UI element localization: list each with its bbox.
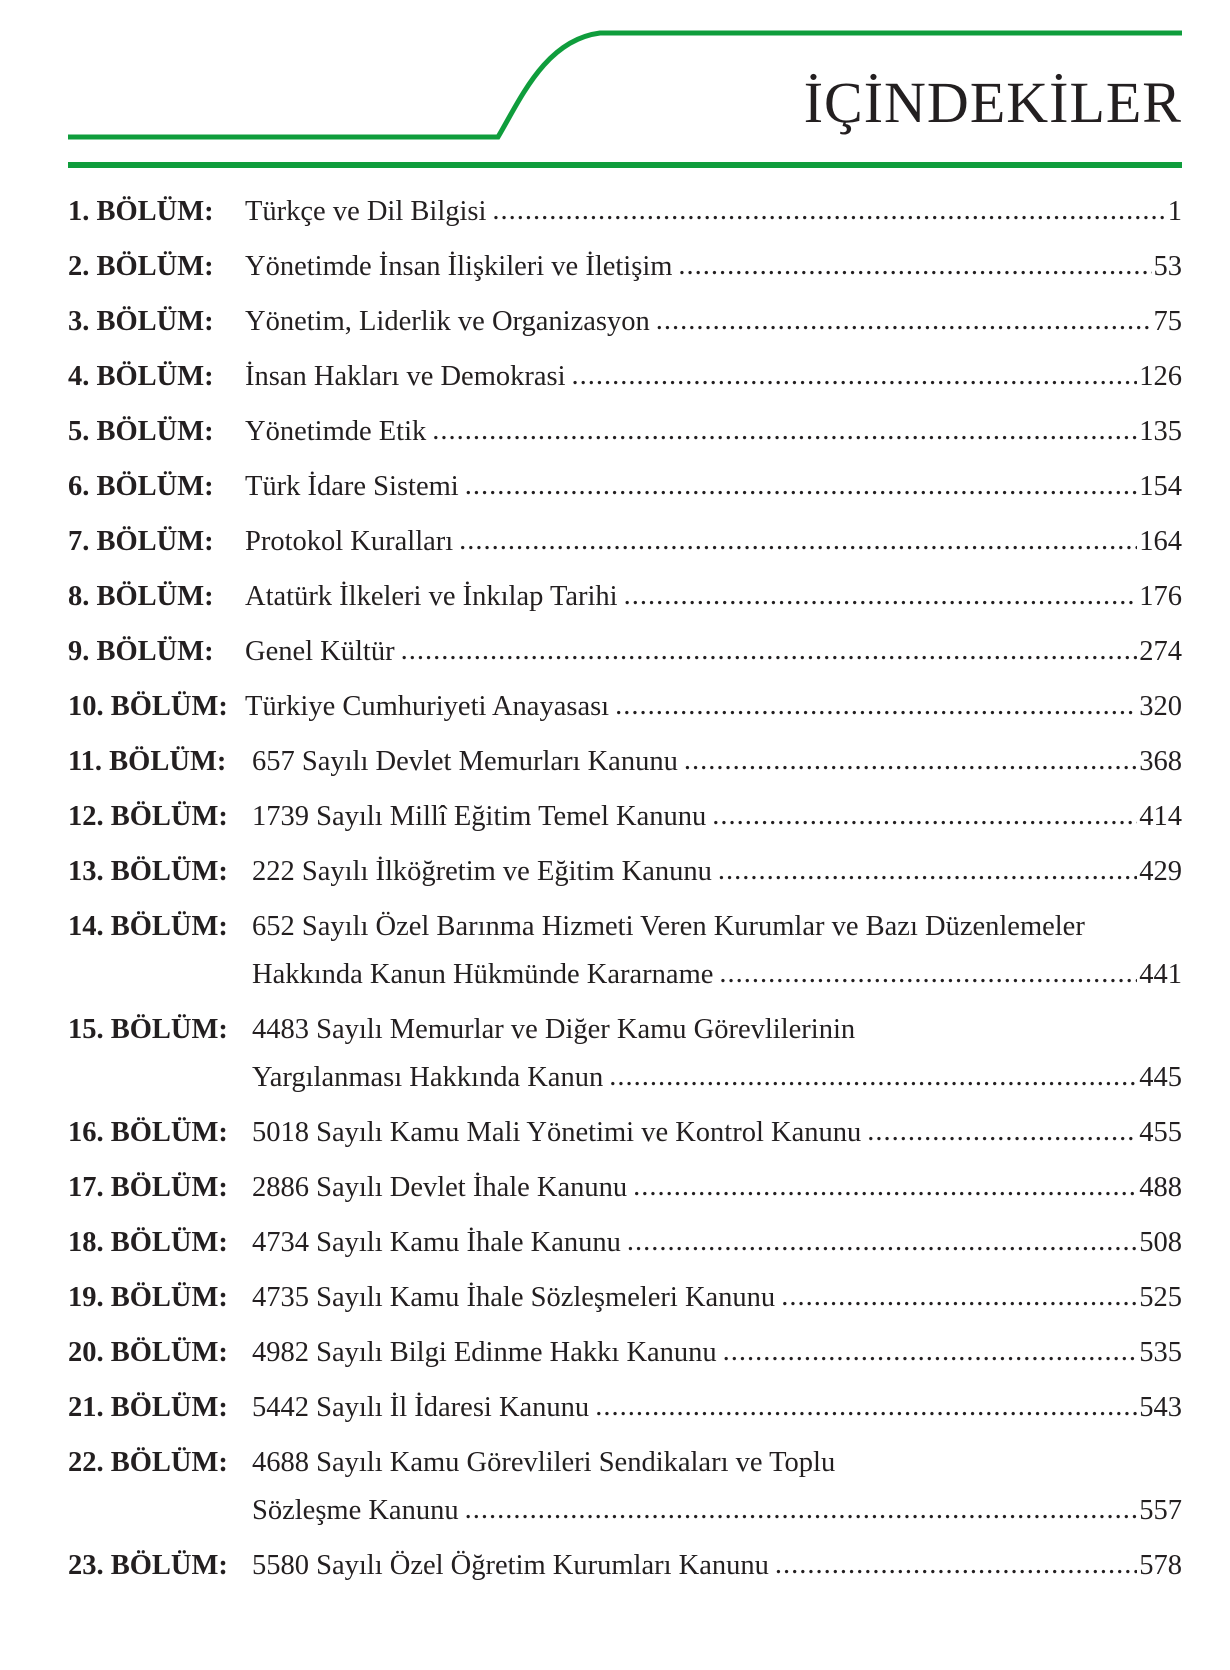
page-number: 1 [1167, 196, 1182, 227]
dot-leader [465, 1486, 1138, 1534]
dot-leader [633, 1163, 1137, 1211]
entry-line [252, 903, 1182, 951]
entry-line [252, 1439, 1182, 1487]
entry-title: 4483 Sayılı Memurlar ve Diğer Kamu Görevlilerinin [252, 1014, 856, 1045]
entry-body [252, 1329, 1182, 1377]
chapter-label: 8. BÖLÜM: [68, 581, 214, 612]
page-number: 368 [1139, 746, 1182, 777]
page-number: 557 [1139, 1495, 1182, 1526]
toc-entry[interactable] [68, 463, 1182, 518]
entry-title: Protokol Kuralları [245, 526, 454, 557]
entry-line [252, 1164, 1182, 1212]
chapter-label: 16. BÖLÜM: [68, 1117, 228, 1148]
page-number: 126 [1139, 361, 1182, 392]
entry-body [245, 518, 1182, 566]
page-number: 53 [1153, 251, 1182, 282]
entry-body [245, 463, 1182, 511]
entry-title: 5018 Sayılı Kamu Mali Yönetimi ve Kontrol Kanunu [252, 1117, 862, 1148]
entry-title: Türk İdare Sistemi [245, 471, 459, 502]
dot-leader [465, 462, 1138, 510]
chapter-label: 19. BÖLÜM: [68, 1282, 228, 1313]
chapter-label: 7. BÖLÜM: [68, 526, 214, 557]
entry-line [252, 1109, 1182, 1157]
chapter-label: 4. BÖLÜM: [68, 361, 214, 392]
entry-body [252, 738, 1182, 786]
toc-entry[interactable] [68, 1219, 1182, 1274]
entry-body [245, 683, 1182, 731]
chapter-label: 15. BÖLÜM: [68, 1014, 228, 1045]
page-number: 154 [1139, 471, 1182, 502]
entry-title: 4735 Sayılı Kamu İhale Sözleşmeleri Kanunu [252, 1282, 776, 1313]
toc-entry[interactable] [68, 353, 1182, 408]
entry-line [245, 463, 1182, 511]
toc-entry[interactable] [68, 1109, 1182, 1164]
entry-body [252, 848, 1182, 896]
entry-title: Türkçe ve Dil Bilgisi [245, 196, 487, 227]
page-number: 488 [1139, 1172, 1182, 1203]
entry-line [252, 1487, 1182, 1535]
entry-line [252, 1219, 1182, 1267]
toc-entry[interactable] [68, 408, 1182, 463]
entry-title: 652 Sayılı Özel Barınma Hizmeti Veren Kurumlar ve Bazı Düzenlemeler [252, 911, 1085, 942]
page-number: 455 [1139, 1117, 1182, 1148]
entry-line [252, 1384, 1182, 1432]
toc-entry[interactable] [68, 848, 1182, 903]
chapter-label: 2. BÖLÜM: [68, 251, 214, 282]
entry-body [245, 298, 1182, 346]
entry-body [245, 243, 1182, 291]
toc-entry[interactable] [68, 1164, 1182, 1219]
entry-body [252, 1006, 1182, 1102]
chapter-label: 9. BÖLÜM: [68, 636, 214, 667]
entry-title: 5580 Sayılı Özel Öğretim Kurumları Kanunu [252, 1550, 769, 1581]
entry-title: Yönetimde Etik [245, 416, 427, 447]
entry-title: İnsan Hakları ve Demokrasi [245, 361, 566, 392]
toc-entry[interactable] [68, 738, 1182, 793]
page-number: 320 [1139, 691, 1182, 722]
page-number: 274 [1139, 636, 1182, 667]
chapter-label: 13. BÖLÜM: [68, 856, 228, 887]
dot-leader [401, 627, 1138, 675]
dot-leader [723, 1328, 1138, 1376]
entry-line [245, 628, 1182, 676]
page-number: 414 [1139, 801, 1182, 832]
dot-leader [867, 1108, 1137, 1156]
chapter-label: 21. BÖLÜM: [68, 1392, 228, 1423]
page-number: 75 [1153, 306, 1182, 337]
toc-entry[interactable] [68, 793, 1182, 848]
entry-line [252, 1274, 1182, 1322]
entry-line [245, 188, 1182, 236]
dot-leader [572, 352, 1138, 400]
entry-body [252, 903, 1182, 999]
dot-leader [718, 847, 1137, 895]
toc-entry[interactable] [68, 628, 1182, 683]
entry-line [245, 408, 1182, 456]
entry-line [252, 951, 1182, 999]
table-of-contents [68, 188, 1182, 1597]
entry-body [252, 1219, 1182, 1267]
toc-entry[interactable] [68, 188, 1182, 243]
dot-leader [775, 1541, 1137, 1589]
dot-leader [432, 407, 1137, 455]
dot-leader [656, 297, 1152, 345]
entry-title: Atatürk İlkeleri ve İnkılap Tarihi [245, 581, 618, 612]
entry-line [245, 243, 1182, 291]
page-number: 535 [1139, 1337, 1182, 1368]
entry-title: Yönetim, Liderlik ve Organizasyon [245, 306, 650, 337]
entry-body [245, 573, 1182, 621]
dot-leader [615, 682, 1137, 730]
entry-body [245, 628, 1182, 676]
dot-leader [781, 1273, 1137, 1321]
entry-line [252, 738, 1182, 786]
chapter-label: 18. BÖLÜM: [68, 1227, 228, 1258]
dot-leader [712, 792, 1137, 840]
entry-line [245, 353, 1182, 401]
entry-title: Hakkında Kanun Hükmünde Kararname [252, 959, 714, 990]
toc-entry[interactable] [68, 518, 1182, 573]
page-number: 135 [1139, 416, 1182, 447]
toc-entry[interactable] [68, 1542, 1182, 1597]
page-number: 525 [1139, 1282, 1182, 1313]
entry-line [245, 683, 1182, 731]
entry-title: 4688 Sayılı Kamu Görevlileri Sendikaları ve Toplu [252, 1447, 836, 1478]
toc-entry[interactable] [68, 573, 1182, 628]
entry-line [252, 1329, 1182, 1377]
page-title: İÇİNDEKİLER [803, 70, 1182, 135]
entry-title: Yönetimde İnsan İlişkileri ve İletişim [245, 251, 673, 282]
entry-body [252, 793, 1182, 841]
page-number: 176 [1139, 581, 1182, 612]
toc-entry[interactable] [68, 243, 1182, 298]
entry-body [245, 353, 1182, 401]
entry-title: 222 Sayılı İlköğretim ve Eğitim Kanunu [252, 856, 712, 887]
toc-entry[interactable] [68, 1274, 1182, 1329]
chapter-label: 23. BÖLÜM: [68, 1550, 228, 1581]
entry-body [252, 1542, 1182, 1590]
entry-line [252, 1054, 1182, 1102]
page-number: 441 [1139, 959, 1182, 990]
chapter-label: 5. BÖLÜM: [68, 416, 214, 447]
entry-line [252, 793, 1182, 841]
dot-leader [459, 517, 1137, 565]
page-number: 445 [1139, 1062, 1182, 1093]
entry-title: 4982 Sayılı Bilgi Edinme Hakkı Kanunu [252, 1337, 717, 1368]
entry-body [252, 1439, 1182, 1535]
entry-body [252, 1274, 1182, 1322]
chapter-label: 11. BÖLÜM: [68, 746, 227, 777]
chapter-label: 12. BÖLÜM: [68, 801, 228, 832]
page-number: 508 [1139, 1227, 1182, 1258]
entry-title: 5442 Sayılı İl İdaresi Kanunu [252, 1392, 590, 1423]
entry-body [252, 1164, 1182, 1212]
dot-leader [719, 950, 1137, 998]
chapter-label: 6. BÖLÜM: [68, 471, 214, 502]
entry-title: 657 Sayılı Devlet Memurları Kanunu [252, 746, 678, 777]
entry-line [245, 573, 1182, 621]
chapter-label: 22. BÖLÜM: [68, 1447, 228, 1478]
page-number: 543 [1139, 1392, 1182, 1423]
entry-body [245, 188, 1182, 236]
entry-title: Genel Kültür [245, 636, 395, 667]
entry-title: Yargılanması Hakkında Kanun [252, 1062, 604, 1093]
dot-leader [624, 572, 1138, 620]
entry-line [252, 1006, 1182, 1054]
page-number: 429 [1139, 856, 1182, 887]
toc-entry[interactable] [68, 1439, 1182, 1542]
toc-entry[interactable] [68, 1006, 1182, 1109]
toc-entry[interactable] [68, 903, 1182, 1006]
entry-title: Türkiye Cumhuriyeti Anayasası [245, 691, 610, 722]
dot-leader [609, 1053, 1137, 1101]
chapter-label: 10. BÖLÜM: [68, 691, 228, 722]
entry-line [245, 518, 1182, 566]
toc-entry[interactable] [68, 1329, 1182, 1384]
entry-line [245, 298, 1182, 346]
toc-entry[interactable] [68, 298, 1182, 353]
chapter-label: 20. BÖLÜM: [68, 1337, 228, 1368]
dot-leader [678, 242, 1151, 290]
dot-leader [684, 737, 1137, 785]
toc-entry[interactable] [68, 1384, 1182, 1439]
chapter-label: 1. BÖLÜM: [68, 196, 214, 227]
page-number: 578 [1139, 1550, 1182, 1581]
entry-body [252, 1109, 1182, 1157]
entry-title: Sözleşme Kanunu [252, 1495, 459, 1526]
entry-line [252, 848, 1182, 896]
chapter-label: 17. BÖLÜM: [68, 1172, 228, 1203]
chapter-label: 14. BÖLÜM: [68, 911, 228, 942]
dot-leader [492, 187, 1165, 235]
entry-title: 4734 Sayılı Kamu İhale Kanunu [252, 1227, 621, 1258]
entry-body [245, 408, 1182, 456]
entry-line [252, 1542, 1182, 1590]
chapter-label: 3. BÖLÜM: [68, 306, 214, 337]
entry-title: 1739 Sayılı Millî Eğitim Temel Kanunu [252, 801, 707, 832]
entry-body [252, 1384, 1182, 1432]
dot-leader [595, 1383, 1137, 1431]
toc-entry[interactable] [68, 683, 1182, 738]
page-number: 164 [1139, 526, 1182, 557]
entry-title: 2886 Sayılı Devlet İhale Kanunu [252, 1172, 628, 1203]
dot-leader [627, 1218, 1137, 1266]
